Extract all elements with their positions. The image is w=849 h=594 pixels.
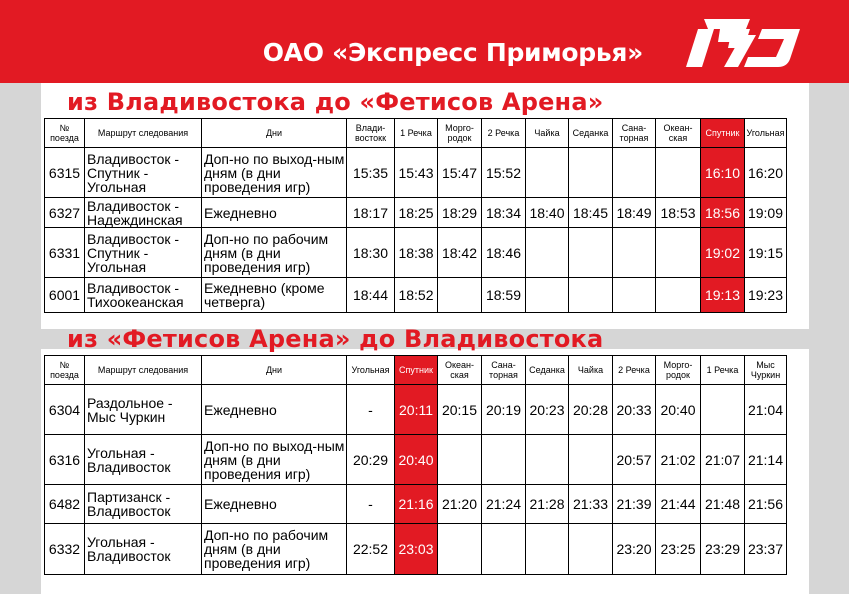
table1-title: из Владивостока до «Фетисов Арена» xyxy=(67,88,604,116)
col-days: Дни xyxy=(202,356,347,385)
departure-time: 15:43 xyxy=(395,148,438,198)
departure-time xyxy=(482,524,526,575)
departure-time xyxy=(526,148,569,198)
station-header: Морго-родок xyxy=(656,356,701,385)
departure-time: 18:40 xyxy=(526,198,569,228)
station-header: Чайка xyxy=(569,356,613,385)
departure-time: 20:40 xyxy=(656,385,701,435)
departure-time: 21:28 xyxy=(526,485,569,524)
train-row xyxy=(45,485,787,524)
train-row xyxy=(45,228,787,278)
departure-time: 20:33 xyxy=(613,385,656,435)
departure-time: 18:59 xyxy=(482,278,526,313)
train-row xyxy=(45,385,787,435)
train-number: 6315 xyxy=(45,148,85,198)
departure-time xyxy=(482,435,526,485)
departure-time: 23:20 xyxy=(613,524,656,575)
train-days: Ежедневно (кроме четверга) xyxy=(202,278,347,313)
departure-time: 21:33 xyxy=(569,485,613,524)
station-header: Сана-торная xyxy=(613,119,656,148)
header-row xyxy=(45,119,787,148)
company-name: ОАО «Экспресс Приморья» xyxy=(262,38,643,67)
train-row xyxy=(45,278,787,313)
train-row xyxy=(45,198,787,228)
station-header: 2 Речка xyxy=(613,356,656,385)
departure-time: 21:44 xyxy=(656,485,701,524)
departure-time xyxy=(656,278,701,313)
departure-time: 21:56 xyxy=(745,485,787,524)
departure-time: 20:29 xyxy=(347,435,395,485)
train-route: Угольная - Владивосток xyxy=(85,435,202,485)
departure-time: 20:40 xyxy=(395,435,438,485)
departure-time xyxy=(701,385,745,435)
departure-time: 18:46 xyxy=(482,228,526,278)
departure-time xyxy=(569,148,613,198)
station-header: Океан-ская xyxy=(438,356,482,385)
col-days: Дни xyxy=(202,119,347,148)
station-header: Спутник xyxy=(701,119,745,148)
rzd-logo xyxy=(684,15,802,71)
station-header: Мыс Чуркин xyxy=(745,356,787,385)
departure-time: 18:52 xyxy=(395,278,438,313)
departure-time: 19:15 xyxy=(745,228,787,278)
departure-time xyxy=(613,278,656,313)
departure-time: 21:02 xyxy=(656,435,701,485)
train-route: Угольная - Владивосток xyxy=(85,524,202,575)
station-header: Чайка xyxy=(526,119,569,148)
col-route: Маршрут следования xyxy=(85,119,202,148)
train-number: 6482 xyxy=(45,485,85,524)
departure-time xyxy=(569,278,613,313)
departure-time: 15:35 xyxy=(347,148,395,198)
train-days: Доп-но по выход-ным дням (в дни проведения игр) xyxy=(202,435,347,485)
train-number: 6332 xyxy=(45,524,85,575)
table2-title: из «Фетисов Арена» до Владивостока xyxy=(67,325,604,353)
departure-time xyxy=(438,435,482,485)
header-row xyxy=(45,356,787,385)
departure-time xyxy=(569,435,613,485)
departure-time: 22:52 xyxy=(347,524,395,575)
header-bar xyxy=(0,0,849,83)
departure-time: 20:15 xyxy=(438,385,482,435)
departure-time xyxy=(526,278,569,313)
departure-time: 16:20 xyxy=(745,148,787,198)
departure-time: 20:19 xyxy=(482,385,526,435)
departure-time: 18:34 xyxy=(482,198,526,228)
departure-time: 15:47 xyxy=(438,148,482,198)
station-header: Угольная xyxy=(347,356,395,385)
departure-time: 15:52 xyxy=(482,148,526,198)
departure-time: 18:25 xyxy=(395,198,438,228)
train-row xyxy=(45,435,787,485)
departure-time xyxy=(569,524,613,575)
departure-time xyxy=(656,228,701,278)
train-row xyxy=(45,524,787,575)
schedule-table-1 xyxy=(44,118,787,313)
station-header: 2 Речка xyxy=(482,119,526,148)
station-header: Сана-торная xyxy=(482,356,526,385)
departure-time xyxy=(526,435,569,485)
departure-time: 20:28 xyxy=(569,385,613,435)
station-header: Океан-ская xyxy=(656,119,701,148)
departure-time: 23:29 xyxy=(701,524,745,575)
departure-time: 20:23 xyxy=(526,385,569,435)
departure-time: 18:45 xyxy=(569,198,613,228)
departure-time: 19:13 xyxy=(701,278,745,313)
col-train-number: № поезда xyxy=(45,119,85,148)
departure-time: 18:29 xyxy=(438,198,482,228)
station-header: 1 Речка xyxy=(395,119,438,148)
train-route: Раздольное - Мыс Чуркин xyxy=(85,385,202,435)
departure-time xyxy=(438,278,482,313)
train-number: 6327 xyxy=(45,198,85,228)
departure-time xyxy=(526,228,569,278)
departure-time xyxy=(613,228,656,278)
train-days: Ежедневно xyxy=(202,385,347,435)
train-days: Ежедневно xyxy=(202,485,347,524)
departure-time: 23:37 xyxy=(745,524,787,575)
train-route: Владивосток - Тихоокеанская xyxy=(85,278,202,313)
train-number: 6316 xyxy=(45,435,85,485)
departure-time xyxy=(438,524,482,575)
departure-time: 16:10 xyxy=(701,148,745,198)
station-header: Седанка xyxy=(569,119,613,148)
train-row xyxy=(45,148,787,198)
departure-time: 18:49 xyxy=(613,198,656,228)
train-days: Доп-но по рабочим дням (в дни проведения игр) xyxy=(202,228,347,278)
departure-time: 21:39 xyxy=(613,485,656,524)
departure-time: 21:14 xyxy=(745,435,787,485)
departure-time: 21:07 xyxy=(701,435,745,485)
departure-time: 21:20 xyxy=(438,485,482,524)
departure-time: 18:30 xyxy=(347,228,395,278)
station-header: Морго-родок xyxy=(438,119,482,148)
train-route: Владивосток - Спутник - Угольная xyxy=(85,148,202,198)
station-header: 1 Речка xyxy=(701,356,745,385)
col-train-number: № поезда xyxy=(45,356,85,385)
train-days: Ежедневно xyxy=(202,198,347,228)
departure-time: 21:24 xyxy=(482,485,526,524)
station-header: Влади-востокк xyxy=(347,119,395,148)
train-days: Доп-но по рабочим дням (в дни проведения игр) xyxy=(202,524,347,575)
departure-time: 18:17 xyxy=(347,198,395,228)
departure-time: 19:09 xyxy=(745,198,787,228)
departure-time: - xyxy=(347,385,395,435)
departure-time: 18:56 xyxy=(701,198,745,228)
departure-time: 18:44 xyxy=(347,278,395,313)
departure-time: 20:11 xyxy=(395,385,438,435)
schedule-table-2 xyxy=(44,355,787,575)
departure-time: 21:04 xyxy=(745,385,787,435)
departure-time xyxy=(613,148,656,198)
train-number: 6331 xyxy=(45,228,85,278)
train-route: Партизанск - Владивосток xyxy=(85,485,202,524)
train-route: Владивосток - Спутник - Угольная xyxy=(85,228,202,278)
departure-time: 18:42 xyxy=(438,228,482,278)
departure-time: 23:03 xyxy=(395,524,438,575)
station-header: Седанка xyxy=(526,356,569,385)
departure-time: 19:02 xyxy=(701,228,745,278)
station-header: Угольная xyxy=(745,119,787,148)
col-route: Маршрут следования xyxy=(85,356,202,385)
station-header: Спутник xyxy=(395,356,438,385)
departure-time: 19:23 xyxy=(745,278,787,313)
departure-time xyxy=(656,148,701,198)
train-number: 6001 xyxy=(45,278,85,313)
train-number: 6304 xyxy=(45,385,85,435)
departure-time: 21:48 xyxy=(701,485,745,524)
departure-time: 20:57 xyxy=(613,435,656,485)
departure-time: 18:53 xyxy=(656,198,701,228)
departure-time: 21:16 xyxy=(395,485,438,524)
departure-time xyxy=(526,524,569,575)
departure-time: 23:25 xyxy=(656,524,701,575)
departure-time xyxy=(569,228,613,278)
train-route: Владивосток - Надеждинская xyxy=(85,198,202,228)
departure-time: - xyxy=(347,485,395,524)
departure-time: 18:38 xyxy=(395,228,438,278)
train-days: Доп-но по выход-ным дням (в дни проведения игр) xyxy=(202,148,347,198)
